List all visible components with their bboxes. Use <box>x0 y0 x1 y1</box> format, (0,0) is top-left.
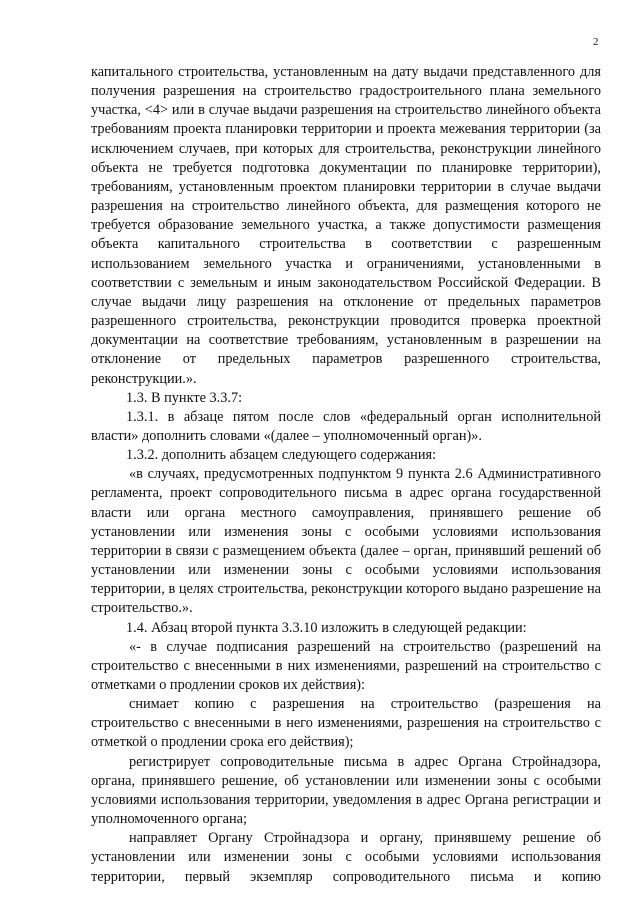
paragraph-send-letters: направляет Органу Стройнадзора и органу, принявшему решение об установлении или изменении зоны с особыми условиями использования территории, первый экземпляр сопроводительного письма и копию <box>91 830 601 885</box>
page-number: 2 <box>593 36 599 48</box>
paragraph-copy-permit: снимает копию с разрешения на строительство (разрешения на строительство с внесенными в него изменениями, разрешения на строительство с отметкой о продлении срока его действия); <box>91 696 601 751</box>
paragraph-quoted-addition: «в случаях, предусмотренных подпунктом 9 пункта 2.6 Административного регламента, проект сопроводительного письма в адрес органа государственной власти или органа местного самоуправления, принявшего решение об установлении или изменения зоны с особыми условиями использования территории в связи с размещением объекта (далее – орган, принявший решений об установлении или изменении зоны с особыми условиями использования территории, в целях строительства, реконструкции которого выдано разрешение на строительство.». <box>91 466 601 617</box>
paragraph-item-1-3: 1.3. В пункте 3.3.7: <box>126 389 243 406</box>
paragraph-item-1-4: 1.4. Абзац второй пункта 3.3.10 изложить в следующей редакции: <box>126 619 527 636</box>
paragraph-signing-case: «- в случае подписания разрешений на строительство (разрешений на строительство с внесенными в них изменениями, разрешений на строительство с отметками о продлении сроков их действия): <box>91 638 601 693</box>
document-body <box>91 63 601 887</box>
paragraph-register-letters: регистрирует сопроводительные письма в адрес Органа Стройнадзора, органа, принявшего решение, об установлении или изменении зоны с особыми условиями использования территории, уведомления в адрес Органа регистрации и уполномоченного органа; <box>91 753 601 828</box>
paragraph-item-1-3-1: 1.3.1. в абзаце пятом после слов «федеральный орган исполнительной власти» дополнить словами «(далее – уполномоченный орган)». <box>91 408 601 444</box>
paragraph-continuation: капитального строительства, установленным на дату выдачи представленного для получения разрешения на строительство градостроительного плана земельного участка, <4> или в случае выдачи разрешения на строительство линейного объекта требованиям проекта планировки территории и проекта межевания территории (за исключением случаев, при которых для строительства, реконструкции линейного объекта не требуется подготовка документации по планировке территории), требованиям, установленным проектом планировки территории в случае выдачи разрешения на строительство линейного объекта, для размещения которого не требуется образование земельного участка, а также допустимости размещения объекта капитального строительства в соответствии с разрешенным использованием земельного участка и ограничениями, установленными в соответствии с земельным и иным законодательством Российской Федерации. В случае выдачи лицу разрешения на отклонение от предельных параметров разрешенного строительства, реконструкции проводится проверка проектной документации на соответствие требованиям, установленным в разрешении на отклонение от предельных параметров разрешенного строительства, реконструкции.». <box>91 64 601 387</box>
paragraph-item-1-3-2: 1.3.2. дополнить абзацем следующего содержания: <box>126 447 437 464</box>
